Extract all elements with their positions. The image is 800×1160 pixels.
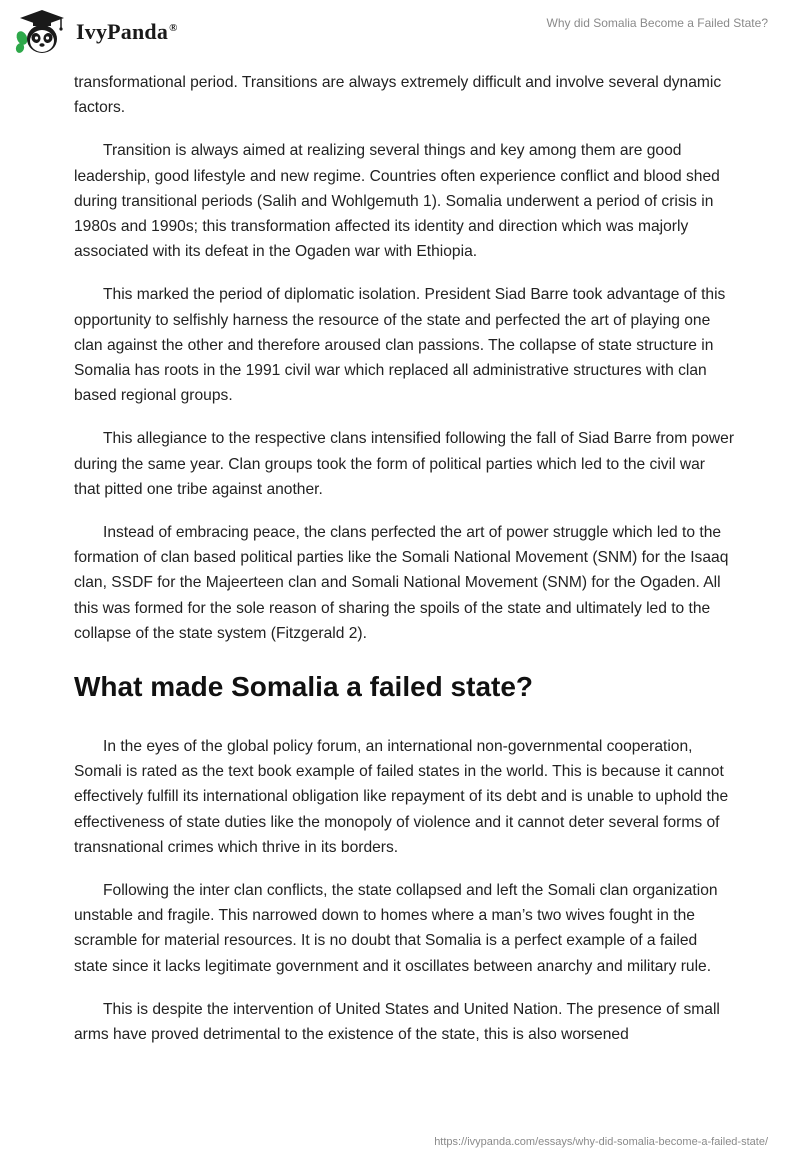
source-url[interactable]: https://ivypanda.com/essays/why-did-somalia-become-a-failed-state/ (434, 1136, 768, 1148)
registered-mark: ® (169, 21, 178, 34)
paragraph: This marked the period of diplomatic isolation. President Siad Barre took advantage of this opportunity to selfishly harness the resource of the state and perfected the art of playing one clan against the other and therefore aroused clan passions. The collapse of state structure in Somalia has roots in the 1991 civil war which replaced all administrative structures with clan based regional groups. (74, 286, 726, 405)
paragraph: Transition is always aimed at realizing several things and key among them are good leadership, good lifestyle and new regime. Countries often experience conflict and blood shed during transitional periods (Salih and Wohlgemuth 1). Somalia underwent a period of crisis in 1980s and 1990s; this transformation affected its identity and direction which was majorly associated with its defeat in the Ogaden war with Ethiopia. (74, 142, 720, 261)
ivypanda-logo[interactable] (14, 8, 178, 56)
paragraph: This allegiance to the respective clans intensified following the fall of Siad Barre from power during the same year. Clan groups took the form of political parties which led to the civil war that pitted one tribe against another. (74, 430, 735, 498)
paragraph-continued: transformational period. Transitions are always extremely difficult and involve several dynamic factors. (74, 74, 722, 117)
document-title: Why did Somalia Become a Failed State? (546, 16, 768, 30)
paragraph: Following the inter clan conflicts, the state collapsed and left the Somali clan organization unstable and fragile. This narrowed down to homes where a man’s two wives fought in the scramble for material resources. It is no doubt that Somalia is a perfect example of a failed state since it lacks legitimate government and it oscillates between anarchy and military rule. (74, 882, 718, 975)
paragraph: This is despite the intervention of United States and United Nation. The presence of small arms have proved detrimental to the existence of the state, this is also worsened (74, 1000, 720, 1044)
paragraph: In the eyes of the global policy forum, an international non-governmental cooperation, Somali is rated as the text book example of failed states in the world. This is because it cannot effectively fulfill its international obligation like repayment of its debt and is unable to uphold the effectiveness of state duties like the monopoly of violence and it cannot deter several forms of transnational crimes which thrive in its borders. (74, 738, 729, 856)
brand-name: IvyPanda® (76, 19, 178, 44)
essay-body (74, 70, 734, 1065)
paragraph: Instead of embracing peace, the clans perfected the art of power struggle which led to the formation of clan based political parties like the Somali National Movement (SNM) for the Isaaq clan, SSDF for the Majeerteen clan and Somali National Movement (SNM) for the Ogaden. All this was formed for the sole reason of sharing the spoils of the state and ultimately led to the collapse of the state system (Fitzgerald 2). (74, 524, 729, 642)
section-heading: What made Somalia a failed state? (74, 671, 534, 703)
page-header (0, 0, 800, 64)
panda-graduate-icon (14, 8, 70, 56)
